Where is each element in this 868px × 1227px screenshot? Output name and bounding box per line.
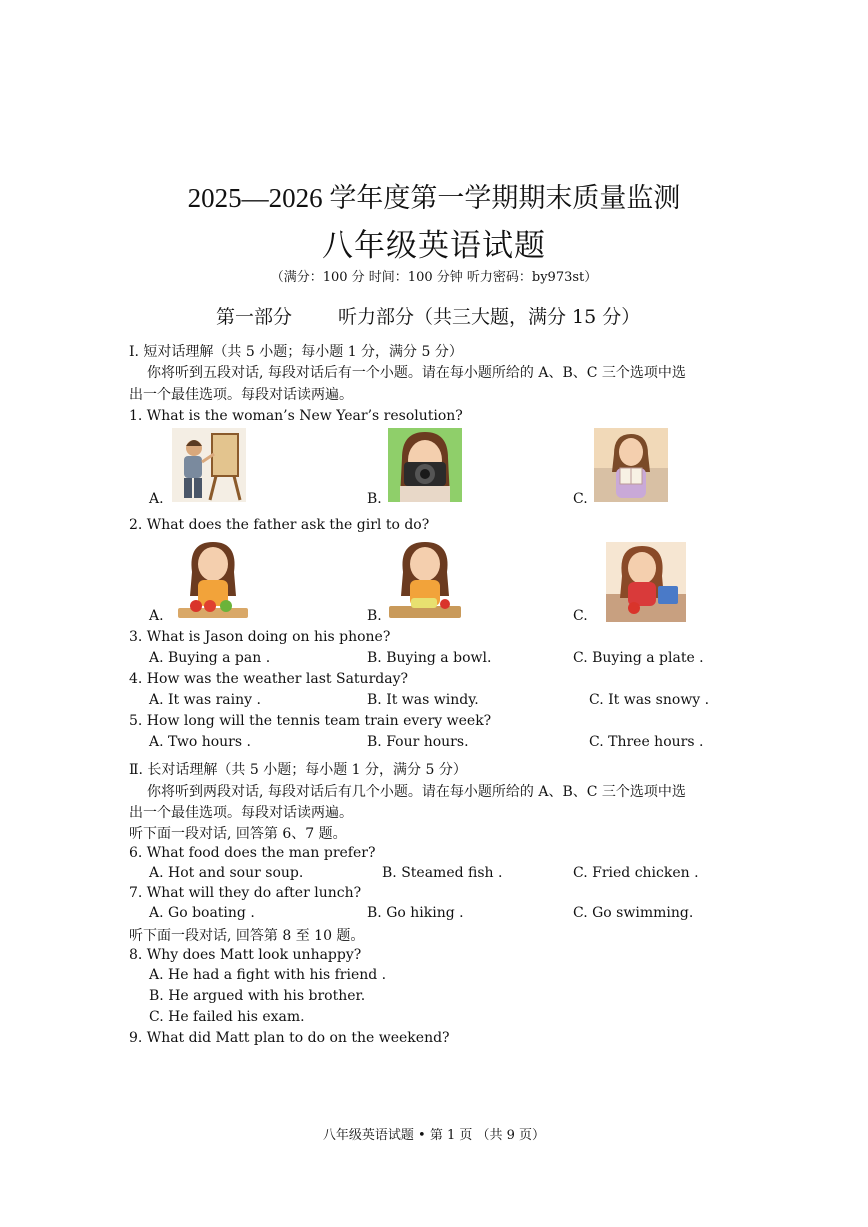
q6-question: 6. What food does the man prefer? — [129, 845, 376, 861]
q3-option-c: C. Buying a plate . — [573, 650, 704, 666]
q5-question: 5. How long will the tennis team train every week? — [129, 713, 492, 729]
section2-subinstruction-2: 听下面一段对话, 回答第 8 至 10 题。 — [129, 928, 365, 944]
section2-instruction-2: 出一个最佳选项。每段对话读两遍。 — [129, 805, 353, 821]
q8-option-c: C. He failed his exam. — [149, 1009, 305, 1025]
part-label: 第一部分 — [216, 306, 293, 328]
section2-instruction-1: 你将听到两段对话, 每段对话后有几个小题。请在每小题所给的 A、B、C 三个选项中选 — [147, 784, 686, 800]
q4-option-b: B. It was windy. — [367, 692, 479, 708]
q4-question: 4. How was the weather last Saturday? — [129, 671, 408, 687]
q1-option-b: B. — [367, 491, 382, 507]
part-title: 听力部分（共三大题，满分 15 分） — [338, 306, 641, 328]
q1-question: 1. What is the woman’s New Year’s resolution? — [129, 408, 463, 424]
q7-option-c: C. Go swimming. — [573, 905, 694, 921]
q2-option-c: C. — [573, 608, 588, 624]
q4-option-a: A. It was rainy . — [149, 692, 261, 708]
cutting-vegetables-image — [172, 536, 254, 622]
q1-option-c: C. — [573, 491, 588, 507]
section2-subinstruction-1: 听下面一段对话, 回答第 6、7 题。 — [129, 826, 347, 842]
q7-option-b: B. Go hiking . — [367, 905, 464, 921]
chopping-board-image — [385, 536, 465, 622]
q8-question: 8. Why does Matt look unhappy? — [129, 947, 362, 963]
q5-option-a: A. Two hours . — [149, 734, 251, 750]
exam-title-line1: 2025—2026 学年度第一学期期末质量监测 — [187, 183, 681, 213]
exam-meta: （满分：100 分 时间：100 分钟 听力密码：by973st） — [270, 270, 598, 285]
exam-title-line2: 八年级英语试题 — [322, 228, 546, 264]
painting-image — [172, 428, 246, 502]
section1-instruction-2: 出一个最佳选项。每段对话读两遍。 — [129, 387, 353, 403]
camera-image — [388, 428, 462, 502]
q2-question: 2. What does the father ask the girl to do? — [129, 517, 430, 533]
q8-option-a: A. He had a fight with his friend . — [149, 967, 387, 983]
q3-option-a: A. Buying a pan . — [149, 650, 271, 666]
q6-option-c: C. Fried chicken . — [573, 865, 699, 881]
q2-option-a: A. — [149, 608, 164, 624]
q6-option-a: A. Hot and sour soup. — [149, 865, 304, 881]
q2-option-b: B. — [367, 608, 382, 624]
q7-option-a: A. Go boating . — [149, 905, 255, 921]
q8-option-b: B. He argued with his brother. — [149, 988, 366, 1004]
section2-heading: Ⅱ. 长对话理解（共 5 小题；每小题 1 分，满分 5 分） — [129, 762, 467, 778]
q3-option-b: B. Buying a bowl. — [367, 650, 492, 666]
q3-question: 3. What is Jason doing on his phone? — [129, 629, 391, 645]
q1-option-a: A. — [149, 491, 164, 507]
cooking-image — [606, 542, 686, 622]
q6-option-b: B. Steamed fish . — [382, 865, 503, 881]
q9-question: 9. What did Matt plan to do on the weekend? — [129, 1030, 450, 1046]
section1-instruction-1: 你将听到五段对话, 每段对话后有一个小题。请在每小题所给的 A、B、C 三个选项中选 — [147, 365, 686, 381]
page-footer: 八年级英语试题 • 第 1 页 （共 9 页） — [322, 1128, 546, 1143]
q5-option-c: C. Three hours . — [589, 734, 704, 750]
q5-option-b: B. Four hours. — [367, 734, 469, 750]
section1-heading: Ⅰ. 短对话理解（共 5 小题；每小题 1 分，满分 5 分） — [129, 344, 463, 360]
reading-image — [594, 428, 668, 502]
q7-question: 7. What will they do after lunch? — [129, 885, 362, 901]
q4-option-c: C. It was snowy . — [589, 692, 710, 708]
